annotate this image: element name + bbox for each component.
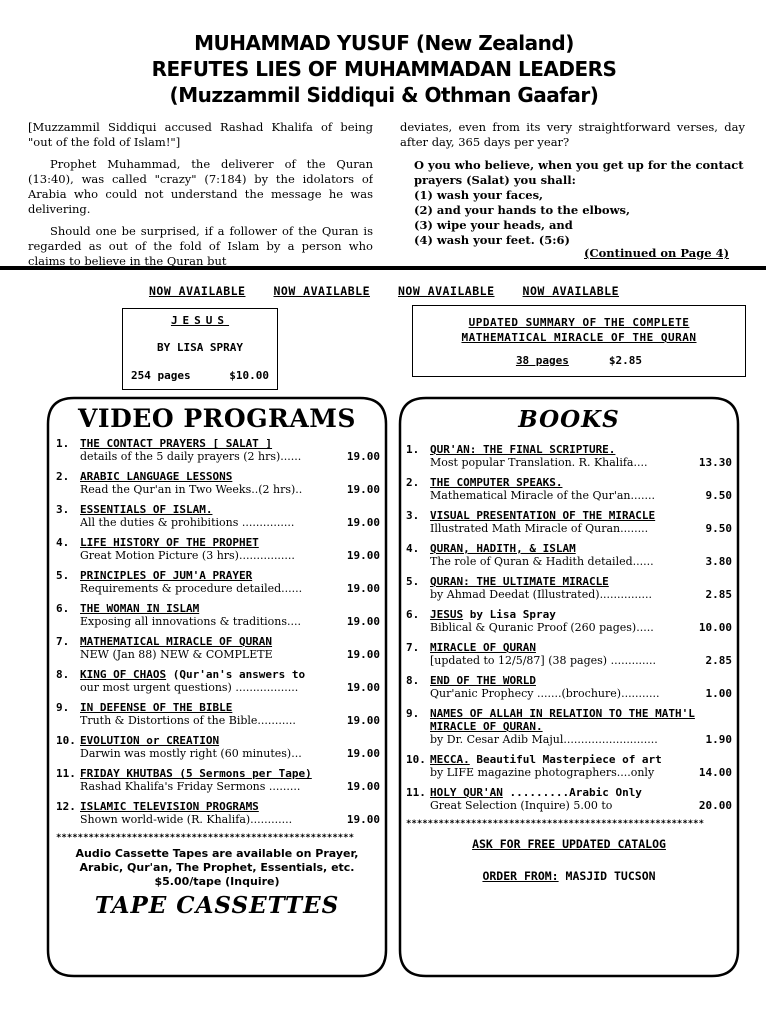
item-price: 19.00 <box>346 549 380 562</box>
jesus-book-box <box>122 308 278 390</box>
item-number: 6. <box>406 608 420 621</box>
verse-line: (2) and your hands to the elbows, <box>414 203 630 217</box>
now-available-label: NOW AVAILABLE <box>398 284 495 298</box>
item-number: 3. <box>56 503 70 516</box>
item-description: Requirements & procedure detailed...... <box>80 582 303 595</box>
item-price: 19.00 <box>346 648 380 661</box>
book-list <box>406 443 732 812</box>
item-number: 9. <box>406 707 420 720</box>
item-description: Illustrated Math Miracle of Quran........ <box>430 522 649 535</box>
item-title: THE CONTACT PRAYERS [ SALAT ] <box>80 437 273 450</box>
now-available-label: NOW AVAILABLE <box>273 284 370 298</box>
item-price: 2.85 <box>705 588 732 601</box>
item-description: Mathematical Miracle of the Qur'an....... <box>430 489 655 502</box>
item-price: 9.50 <box>705 522 732 535</box>
summary-title-line: UPDATED SUMMARY OF THE COMPLETE <box>468 316 690 329</box>
item-description: our most urgent questions) .................. <box>80 681 299 694</box>
item-description: Rashad Khalifa's Friday Sermons ......... <box>80 780 301 793</box>
separator-stars: ******************************************************* <box>56 833 355 843</box>
item-title-extra: by Lisa Spray <box>463 608 556 621</box>
separator-stars: ******************************************************* <box>406 819 705 829</box>
now-available-label: NOW AVAILABLE <box>148 284 246 298</box>
item-price: 19.00 <box>346 714 380 727</box>
item-price: 19.00 <box>346 483 380 496</box>
item-description: Exposing all innovations & traditions.... <box>80 615 302 628</box>
video-program-item <box>56 503 380 529</box>
jesus-book-price: $10.00 <box>229 369 269 382</box>
verse-line: (4) wash your feet. (5:6) <box>414 233 570 247</box>
article-paragraph: Should one be surprised, if a follower of the Quran is regarded as out of the fold of Islam by a person who claims to believe in the Quran but <box>28 224 373 266</box>
item-number: 7. <box>56 635 70 648</box>
book-item <box>406 608 732 634</box>
article-left-column <box>28 120 373 266</box>
continued-note: (Continued on Page 4) <box>584 246 730 260</box>
item-price: 13.30 <box>698 456 732 469</box>
now-available-label: NOW AVAILABLE <box>522 284 620 298</box>
item-number: 7. <box>406 641 420 654</box>
item-price: 9.50 <box>705 489 732 502</box>
video-program-item <box>56 734 380 760</box>
book-item <box>406 786 732 812</box>
item-title: MATHEMATICAL MIRACLE OF QURAN <box>80 635 273 648</box>
item-number: 8. <box>406 674 420 687</box>
item-description: Truth & Distortions of the Bible........... <box>80 714 296 727</box>
item-number: 6. <box>56 602 70 615</box>
item-price: 19.00 <box>346 780 380 793</box>
article-right-column <box>400 120 745 157</box>
video-program-list <box>56 437 380 826</box>
item-description: by LIFE magazine photographers....only <box>430 766 655 779</box>
item-price: 1.00 <box>705 687 732 700</box>
item-title: THE COMPUTER SPEAKS. <box>430 476 563 489</box>
book-item <box>406 575 732 601</box>
jesus-book-title: JESUS <box>170 314 230 327</box>
item-description: Darwin was mostly right (60 minutes)... <box>80 747 302 760</box>
item-number: 1. <box>406 443 420 456</box>
now-available-banner <box>0 284 768 298</box>
article-paragraph: Prophet Muhammad, the deliverer of the Quran (13:40), was called "crazy" (7:184) by the idolators of Arabia who could not understand the message he was delivering. <box>28 157 373 216</box>
item-description: Shown world-wide (R. Khalifa)............ <box>80 813 293 826</box>
item-title: QUR'AN: THE FINAL SCRIPTURE. <box>430 443 616 456</box>
item-title: ARABIC LANGUAGE LESSONS <box>80 470 233 483</box>
video-panel <box>48 398 386 976</box>
item-price: 20.00 <box>698 799 732 812</box>
video-program-item <box>56 437 380 463</box>
verse-line: (1) wash your faces, <box>414 188 544 202</box>
video-program-item <box>56 800 380 826</box>
item-description: Qur'anic Prophecy .......(brochure)........... <box>430 687 660 700</box>
item-title: LIFE HISTORY OF THE PROPHET <box>80 536 259 549</box>
video-program-item <box>56 767 380 793</box>
book-item <box>406 443 732 469</box>
order-from-label: ORDER FROM: <box>482 869 559 883</box>
item-price: 2.85 <box>705 654 732 667</box>
item-description: by Dr. Cesar Adib Majul........................... <box>430 733 658 746</box>
item-price: 19.00 <box>346 681 380 694</box>
summary-price: $2.85 <box>608 354 643 367</box>
item-price: 3.80 <box>705 555 732 568</box>
item-price: 19.00 <box>346 813 380 826</box>
book-item <box>406 753 732 779</box>
item-number: 9. <box>56 701 70 714</box>
item-number: 5. <box>56 569 70 582</box>
item-number: 11. <box>56 767 76 780</box>
item-description: NEW (Jan 88) NEW & COMPLETE <box>80 648 273 661</box>
item-price: 19.00 <box>346 516 380 529</box>
item-title-extra: (Qur'an's answers to <box>166 668 306 681</box>
item-title: MECCA. <box>430 753 470 766</box>
item-number: 2. <box>406 476 420 489</box>
headline-line-3: (Muzzammil Siddiqui & Othman Gaafar) <box>169 83 599 107</box>
quran-verse <box>414 158 744 248</box>
audio-cassette-note: Audio Cassette Tapes are available on Prayer, Arabic, Qur'an, The Prophet, Essentials, etc. <box>75 847 359 874</box>
item-price: 19.00 <box>346 615 380 628</box>
jesus-book-pages: 254 pages <box>131 369 191 382</box>
book-item <box>406 707 732 746</box>
item-description: Read the Qur'an in Two Weeks..(2 hrs).. <box>80 483 303 496</box>
video-program-item <box>56 635 380 661</box>
item-number: 11. <box>406 786 426 799</box>
item-number: 10. <box>406 753 426 766</box>
verse-line: (3) wipe your heads, and <box>414 218 573 232</box>
verse-intro: O you who believe, when you get up for the contact prayers (Salat) you shall: <box>414 158 744 187</box>
tape-cassettes-footer: TAPE CASSETTES <box>94 892 340 919</box>
headline-line-1: MUHAMMAD YUSUF (New Zealand) <box>194 31 574 55</box>
book-item <box>406 509 732 535</box>
book-item <box>406 674 732 700</box>
video-programs-title: VIDEO PROGRAMS <box>78 404 356 433</box>
item-price: 10.00 <box>698 621 732 634</box>
item-title: JESUS <box>430 608 464 621</box>
books-title: BOOKS <box>518 406 620 433</box>
item-title: ESSENTIALS OF ISLAM. <box>80 503 213 516</box>
item-title: ISLAMIC TELEVISION PROGRAMS <box>80 800 259 813</box>
item-title: QURAN: THE ULTIMATE MIRACLE <box>430 575 609 588</box>
book-item <box>406 542 732 568</box>
item-price: 19.00 <box>346 450 380 463</box>
book-item <box>406 641 732 667</box>
item-number: 1. <box>56 437 70 450</box>
item-title: IN DEFENSE OF THE BIBLE <box>80 701 233 714</box>
video-program-item <box>56 536 380 562</box>
item-title: THE WOMAN IN ISLAM <box>80 602 200 615</box>
item-description: Most popular Translation. R. Khalifa.... <box>430 456 648 469</box>
item-title: HOLY QUR'AN <box>430 786 503 799</box>
video-program-item <box>56 470 380 496</box>
item-description: details of the 5 daily prayers (2 hrs)...... <box>80 450 302 463</box>
item-number: 12. <box>56 800 76 813</box>
item-number: 10. <box>56 734 76 747</box>
item-number: 8. <box>56 668 70 681</box>
item-description: [updated to 12/5/87] (38 pages) ............. <box>430 654 657 667</box>
summary-pages: 38 pages <box>515 354 569 367</box>
item-price: 14.00 <box>698 766 732 779</box>
item-description: Great Motion Picture (3 hrs)................ <box>80 549 295 562</box>
item-title: VISUAL PRESENTATION OF THE MIRACLE <box>430 509 656 522</box>
item-description: Biblical & Quranic Proof (260 pages)..... <box>430 621 654 634</box>
item-number: 4. <box>406 542 420 555</box>
item-title: KING OF CHAOS <box>80 668 167 681</box>
item-number: 3. <box>406 509 420 522</box>
item-title-extra: .........Arabic Only <box>502 786 642 799</box>
item-title: NAMES OF ALLAH IN RELATION TO THE MATH'L MIRACLE OF QURAN. <box>430 707 695 733</box>
item-title: QURAN, HADITH, & ISLAM <box>430 542 576 555</box>
item-title: PRINCIPLES OF JUM'A PRAYER <box>80 569 253 582</box>
summary-title-line: MATHEMATICAL MIRACLE OF THE QURAN <box>461 331 697 344</box>
video-program-item <box>56 602 380 628</box>
headline-line-2: REFUTES LIES OF MUHAMMADAN LEADERS <box>151 57 617 81</box>
order-from <box>400 869 738 883</box>
divider <box>0 266 766 270</box>
item-title-extra: Beautiful Masterpiece of art <box>469 753 662 766</box>
item-title: EVOLUTION or CREATION <box>80 734 220 747</box>
item-description: All the duties & prohibitions ............... <box>80 516 295 529</box>
item-description: Great Selection (Inquire) 5.00 to <box>430 799 613 812</box>
item-price: 19.00 <box>346 582 380 595</box>
item-description: by Ahmad Deedat (Illustrated)............... <box>430 588 653 601</box>
item-price: 1.90 <box>705 733 732 746</box>
book-item <box>406 476 732 502</box>
item-title: END OF THE WORLD <box>430 674 536 687</box>
item-number: 5. <box>406 575 420 588</box>
article-paragraph: [Muzzammil Siddiqui accused Rashad Khalifa of being "out of the fold of Islam!"] <box>28 120 373 149</box>
item-number: 4. <box>56 536 70 549</box>
order-from-value: MASJID TUCSON <box>565 869 656 883</box>
item-description: The role of Quran & Hadith detailed...... <box>430 555 654 568</box>
item-price: 19.00 <box>346 747 380 760</box>
article-paragraph: deviates, even from its very straightforward verses, day after day, 365 days per year? <box>400 120 745 149</box>
catalog-request: ASK FOR FREE UPDATED CATALOG <box>472 837 666 851</box>
item-title: FRIDAY KHUTBAS (5 Sermons per Tape) <box>80 767 312 780</box>
jesus-book-author: BY LISA SPRAY <box>156 341 244 354</box>
video-program-item <box>56 668 380 694</box>
video-program-item <box>56 569 380 595</box>
summary-book-box <box>412 305 746 377</box>
audio-cassette-price: $5.00/tape (Inquire) <box>154 875 280 888</box>
video-program-item <box>56 701 380 727</box>
books-panel <box>400 398 738 976</box>
item-title: MIRACLE OF QURAN <box>430 641 536 654</box>
item-number: 2. <box>56 470 70 483</box>
